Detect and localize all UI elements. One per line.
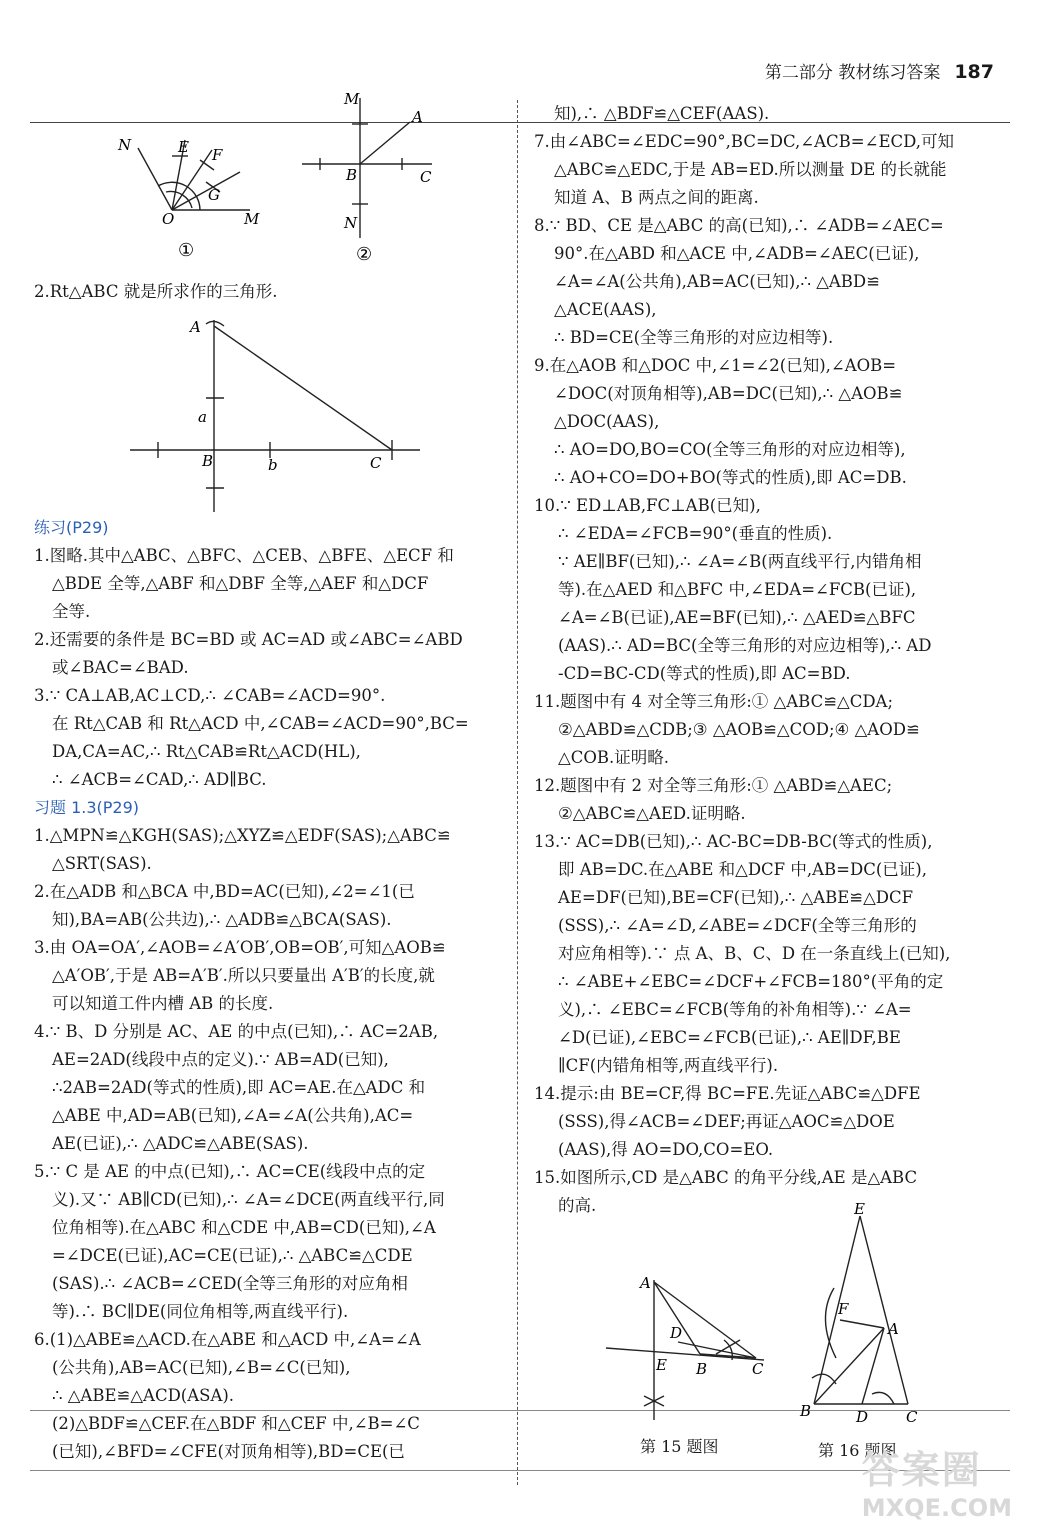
left-line: 等).∴ BC∥DE(同位角相等,两直线平行).: [52, 1302, 349, 1321]
left-line: 位角相等).在△ABC 和△CDE 中,AB=CD(已知),∠A: [52, 1218, 436, 1237]
figure-2-caption: ②: [356, 244, 373, 265]
right-line: 8.∵ BD、CE 是△ABC 的高(已知),∴ ∠ADB=∠AEC=: [534, 216, 944, 235]
right-line: (SSS),∴ ∠A=∠D,∠ABE=∠DCF(全等三角形的: [558, 916, 917, 935]
left-line: DA,CA=AC,∴ Rt△CAB≌Rt△ACD(HL),: [52, 742, 361, 761]
label-F: F: [212, 146, 223, 164]
left-line: AE(已证),∴ △ADC≌△ABE(SAS).: [52, 1134, 309, 1153]
page-header: [765, 58, 994, 83]
left-line: (SAS).∴ ∠ACB=∠CED(全等三角形的对应角相: [52, 1274, 408, 1293]
section-exercise: 习题 1.3(P29): [34, 798, 140, 817]
left-column-body: [34, 514, 506, 1466]
left-line: 2.还需要的条件是 BC=BD 或 AC=AD 或∠ABC=∠ABD: [34, 630, 463, 649]
right-line: -CD=BC-CD(等式的性质),即 AC=BD.: [558, 664, 851, 683]
figure-1-caption: ①: [178, 240, 195, 261]
left-column: [34, 278, 506, 306]
left-line: (已知),∠BFD=∠CFE(对顶角相等),BD=CE(已: [52, 1442, 405, 1461]
figure-15: [604, 1270, 774, 1434]
left-line: 1.△MPN≌△KGH(SAS);△XYZ≌△EDF(SAS);△ABC≌: [34, 826, 451, 845]
label-E15: E: [656, 1356, 667, 1374]
right-line: ∠A=∠A(公共角),AB=AC(已知),∴ △ABD≌: [554, 272, 880, 291]
watermark-sub: MXQE.COM: [861, 1494, 1012, 1522]
left-line: △A′OB′,于是 AB=A′B′.所以只要量出 A′B′的长度,就: [52, 966, 435, 985]
label-C16: C: [906, 1408, 918, 1426]
left-line: 1.图略.其中△ABC、△BFC、△CEB、△BFE、△ECF 和: [34, 546, 454, 565]
right-line: 7.由∠ABC=∠EDC=90°,BC=DC,∠ACB=∠ECD,可知: [534, 132, 954, 151]
left-line: AE=2AD(线段中点的定义).∵ AB=AD(已知),: [52, 1050, 389, 1069]
right-line: ∠D(已证),∠EBC=∠FCB(已证),∴ AE∥DF,BE: [558, 1028, 901, 1047]
label-B15: B: [696, 1360, 708, 1378]
column-divider: [517, 100, 518, 1485]
figure-1: [110, 130, 270, 264]
right-column: [534, 100, 1004, 1220]
label-D16: D: [856, 1408, 869, 1426]
page-number: 187: [954, 61, 994, 83]
label-C: C: [370, 454, 382, 472]
right-line: 的高.: [558, 1196, 597, 1215]
isosceles-triangle-diagram: [796, 1200, 936, 1428]
right-line: 12.题图中有 2 对全等三角形:① △ABD≌△AEC;: [534, 776, 893, 795]
right-line: ②△ABC≌△AED.证明略.: [558, 804, 746, 823]
right-line: ∴ ∠ABE+∠EBC=∠DCF+∠FCB=180°(平角的定: [558, 972, 944, 991]
label-A: A: [190, 318, 201, 336]
right-line: ②△ABD≌△CDB;③ △AOB≌△COD;④ △AOD≌: [558, 720, 920, 739]
watermark-main: 答案圈: [861, 1448, 982, 1492]
left-line: 4.∵ B、D 分别是 AC、AE 的中点(已知),∴ AC=2AB,: [34, 1022, 439, 1041]
right-line: 知),∴ △BDF≌△CEF(AAS).: [554, 104, 770, 123]
right-line: (AAS),得 AO=DO,CO=EO.: [558, 1140, 774, 1159]
left-line: 在 Rt△CAB 和 Rt△ACD 中,∠CAB=∠ACD=90°,BC=: [52, 714, 469, 733]
figure-16-caption: 第 16 题图: [818, 1441, 897, 1460]
label-G: G: [208, 186, 220, 204]
label-O: O: [162, 210, 175, 228]
right-line: △DOC(AAS),: [554, 412, 660, 431]
left-line: 义).又∵ AB∥CD(已知),∴ ∠A=∠DCE(两直线平行,同: [52, 1190, 445, 1209]
left-line: 3.∵ CA⊥AB,AC⊥CD,∴ ∠CAB=∠ACD=90°.: [34, 686, 386, 705]
label-N: N: [118, 136, 132, 154]
angle-construction-diagram: [110, 130, 270, 260]
triangle-angle-bisector-diagram: [604, 1270, 774, 1430]
right-line: ∴ AO=DO,BO=CO(全等三角形的对应边相等),: [554, 440, 906, 459]
left-line: 3.由 OA=OA′,∠AOB=∠A′OB′,OB=OB′,可知△AOB≌: [34, 938, 446, 957]
left-line: =∠DCE(已证),AC=CE(已证),∴ △ABC≌△CDE: [52, 1246, 413, 1265]
label-a: a: [198, 408, 207, 426]
label-B16: B: [800, 1402, 812, 1420]
right-line: 13.∵ AC=DB(已知),∴ AC-BC=DB-BC(等式的性质),: [534, 832, 933, 851]
label-B2: B: [346, 166, 358, 184]
right-line: ∥CF(内错角相等,两直线平行).: [558, 1056, 779, 1075]
left-line: 全等.: [52, 602, 91, 621]
left-line: ∴ ∠ACB=∠CAD,∴ AD∥BC.: [52, 770, 267, 789]
left-line: 6.(1)△ABE≌△ACD.在△ABE 和△ACD 中,∠A=∠A: [34, 1330, 421, 1349]
right-line: (SSS),得∠ACB=∠DEF;再证△AOC≌△DOE: [558, 1112, 895, 1131]
left-line: (公共角),AB=AC(已知),∠B=∠C(已知),: [52, 1358, 351, 1377]
right-line: 90°.在△ABD 和△ACE 中,∠ADB=∠AEC(已证),: [554, 244, 920, 263]
right-line: AE=DF(已知),BE=CF(已知),∴ △ABE≌△DCF: [558, 888, 914, 907]
right-line: 即 AB=DC.在△ABE 和△DCF 中,AB=DC(已证),: [558, 860, 927, 879]
right-line: 14.提示:由 BE=CF,得 BC=FE.先证△ABC≌△DFE: [534, 1084, 921, 1103]
right-line: 义),∴ ∠EBC=∠FCB(等角的补角相等).∵ ∠A=: [558, 1000, 912, 1019]
left-line: 5.∵ C 是 AE 的中点(已知),∴ AC=CE(线段中点的定: [34, 1162, 426, 1181]
left-line: △BDE 全等,△ABF 和△DBF 全等,△AEF 和△DCF: [52, 574, 429, 593]
label-E16: E: [854, 1200, 865, 1218]
left-line: 可以知道工件内槽 AB 的长度.: [52, 994, 274, 1013]
label-N2: N: [344, 214, 358, 232]
figure-15-caption: 第 15 题图: [640, 1437, 719, 1456]
right-line: (AAS).∴ AD=BC(全等三角形的对应边相等),∴ AD: [558, 636, 932, 655]
label-b: b: [268, 456, 278, 474]
left-line: 知),BA=AB(公共边),∴ △ADB≌△BCA(SAS).: [52, 910, 392, 929]
label-C15: C: [752, 1360, 764, 1378]
left-line: △ABE 中,AD=AB(已知),∠A=∠A(公共角),AC=: [52, 1106, 414, 1125]
right-line: △ABC≌△EDC,于是 AB=ED.所以测量 DE 的长就能: [554, 160, 947, 179]
left-line: 2.Rt△ABC 就是所求作的三角形.: [34, 282, 278, 301]
right-line: 对应角相等).∵ 点 A、B、C、D 在一条直线上(已知),: [558, 944, 951, 963]
right-line: △COB.证明略.: [558, 748, 669, 767]
label-A2: A: [412, 108, 423, 126]
right-line: ∵ AE∥BF(已知),∴ ∠A=∠B(两直线平行,内错角相: [558, 552, 922, 571]
right-line: 9.在△AOB 和△DOC 中,∠1=∠2(已知),∠AOB=: [534, 356, 897, 375]
right-line: ∴ BD=CE(全等三角形的对应边相等).: [554, 328, 834, 347]
left-line: (2)△BDF≌△CEF.在△BDF 和△CEF 中,∠B=∠C: [52, 1414, 420, 1433]
label-A15: A: [640, 1274, 651, 1292]
left-line: ∴2AB=2AD(等式的性质),即 AC=AE.在△ADC 和: [52, 1078, 426, 1097]
right-line: ∠A=∠B(已证),AE=BF(已知),∴ △AED≌△BFC: [558, 608, 916, 627]
right-line: ∴ ∠EDA=∠FCB=90°(垂直的性质).: [558, 524, 833, 543]
label-B: B: [202, 452, 214, 470]
label-C2: C: [420, 168, 432, 186]
right-line: △ACE(AAS),: [554, 300, 657, 319]
label-M: M: [244, 210, 260, 228]
right-line: 10.∵ ED⊥AB,FC⊥AB(已知),: [534, 496, 761, 515]
left-line: ∴ △ABE≌△ACD(ASA).: [52, 1386, 235, 1405]
section-practice: 练习(P29): [34, 518, 109, 537]
right-triangle-diagram: [128, 312, 428, 522]
figure-2: [292, 88, 442, 272]
label-A16: A: [888, 1320, 899, 1338]
label-E: E: [178, 138, 189, 156]
right-line: 等).在△AED 和△BFC 中,∠EDA=∠FCB(已证),: [558, 580, 917, 599]
watermark: [862, 1439, 1012, 1522]
right-line: 11.题图中有 4 对全等三角形:① △ABC≌△CDA;: [534, 692, 894, 711]
right-line: ∠DOC(对顶角相等),AB=DC(已知),∴ △AOB≌: [554, 384, 903, 403]
figure-16: [796, 1200, 936, 1432]
label-F16: F: [838, 1300, 849, 1318]
left-line: △SRT(SAS).: [52, 854, 152, 873]
label-D15: D: [670, 1324, 683, 1342]
right-line: ∴ AO+CO=DO+BO(等式的性质),即 AC=DB.: [554, 468, 907, 487]
left-line: 2.在△ADB 和△BCA 中,BD=AC(已知),∠2=∠1(已: [34, 882, 415, 901]
right-line: 15.如图所示,CD 是△ABC 的角平分线,AE 是△ABC: [534, 1168, 918, 1187]
header-section: 第二部分 教材练习答案: [764, 63, 941, 83]
perpendicular-construction-diagram: [292, 88, 442, 268]
figure-rt-triangle: [128, 312, 428, 526]
left-line: 或∠BAC=∠BAD.: [52, 658, 189, 677]
label-M2: M: [344, 90, 360, 108]
right-line: 知道 A、B 两点之间的距离.: [554, 188, 759, 207]
